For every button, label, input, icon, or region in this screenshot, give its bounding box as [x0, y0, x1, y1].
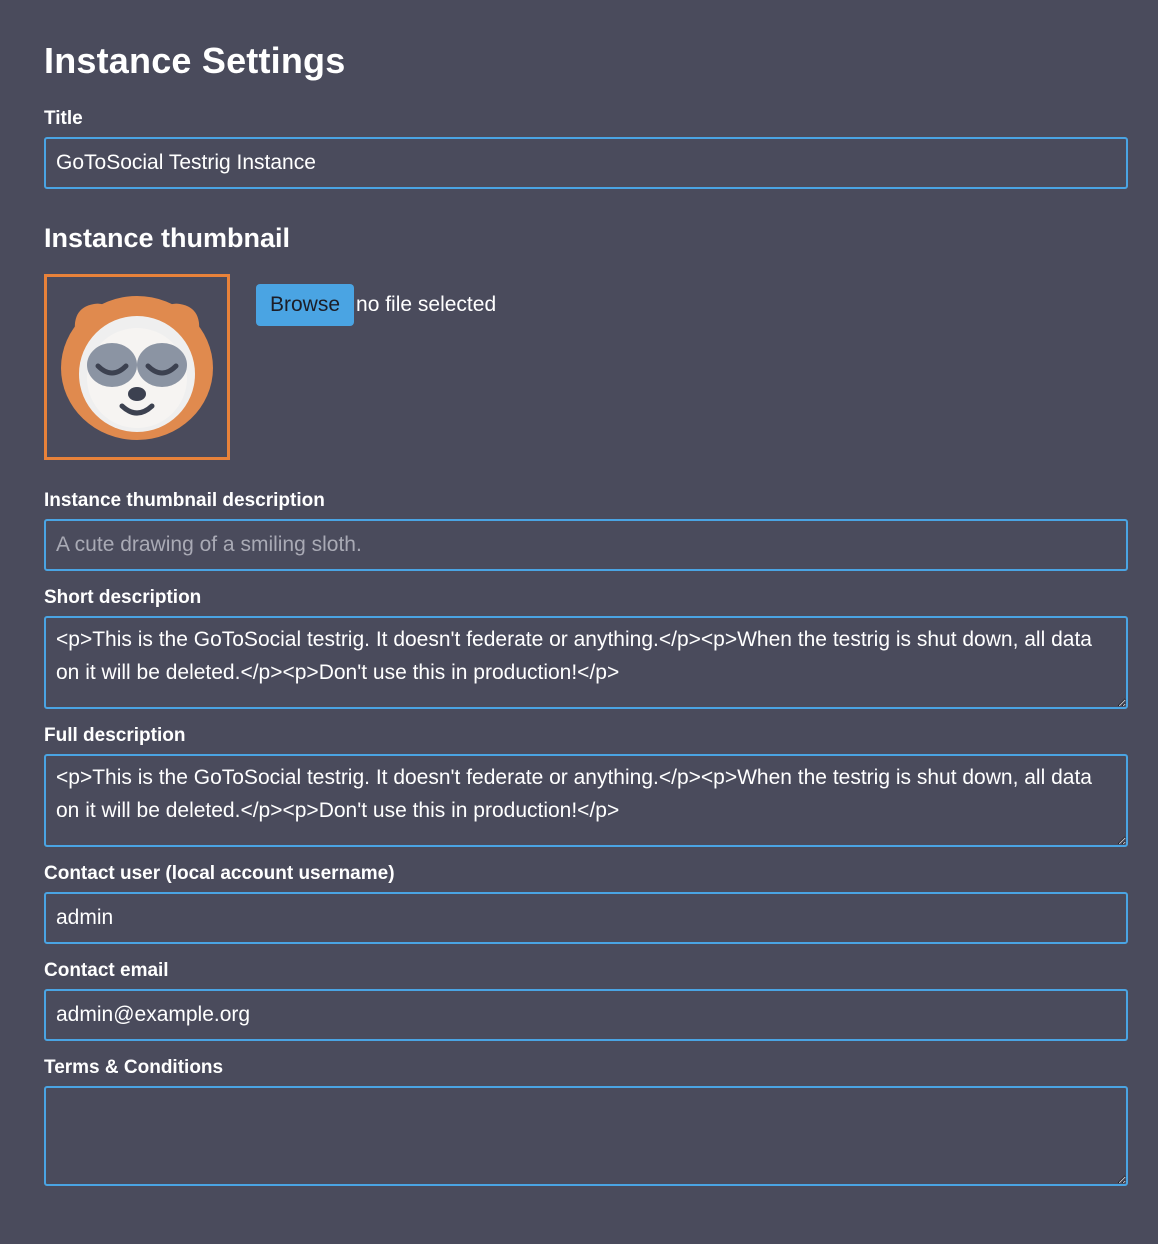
- full-description-textarea[interactable]: [44, 754, 1128, 847]
- short-description-label: Short description: [44, 587, 202, 608]
- sloth-avatar-icon: [52, 282, 222, 452]
- terms-label: Terms & Conditions: [44, 1057, 224, 1078]
- full-description-label: Full description: [44, 725, 186, 746]
- contact-user-input[interactable]: [44, 892, 1128, 944]
- terms-textarea[interactable]: [44, 1086, 1128, 1186]
- file-status-text: no file selected: [356, 293, 497, 316]
- terms-group: [44, 1057, 1128, 1186]
- page-title: Instance Settings: [44, 40, 346, 81]
- instance-thumbnail-heading: Instance thumbnail: [44, 223, 291, 253]
- thumbnail-description-group: [44, 490, 1128, 571]
- contact-email-label: Contact email: [44, 960, 169, 981]
- thumbnail-file-picker[interactable]: [256, 284, 496, 326]
- contact-user-group: [44, 863, 1128, 944]
- title-label: Title: [44, 108, 83, 129]
- contact-user-label: Contact user (local account username): [44, 863, 395, 884]
- browse-button[interactable]: Browse: [256, 284, 354, 326]
- thumbnail-description-label: Instance thumbnail description: [44, 490, 325, 511]
- short-description-textarea[interactable]: [44, 616, 1128, 709]
- short-description-group: [44, 587, 1128, 709]
- full-description-group: [44, 725, 1128, 847]
- title-input[interactable]: [44, 137, 1128, 189]
- title-field-group: [44, 108, 1128, 189]
- thumbnail-description-input[interactable]: [44, 519, 1128, 571]
- thumbnail-row: [44, 274, 1128, 460]
- contact-email-input[interactable]: [44, 989, 1128, 1041]
- contact-email-group: [44, 960, 1128, 1041]
- instance-thumbnail-preview[interactable]: [44, 274, 230, 460]
